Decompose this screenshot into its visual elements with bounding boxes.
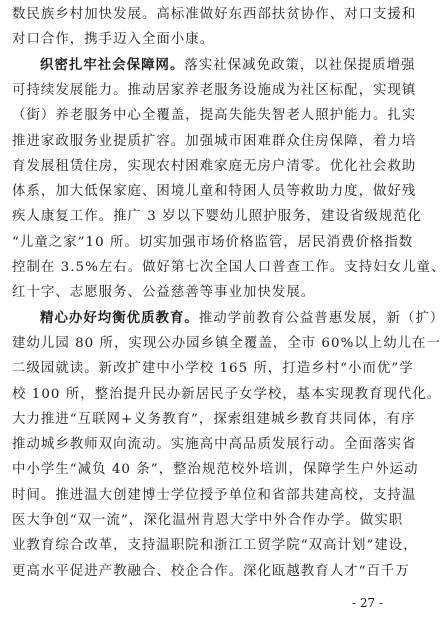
section-heading-line bbox=[40, 57, 414, 75]
line-text: 医大争创“双一流”，深化温州肯恩大学中外合作办学。做实职 bbox=[12, 513, 404, 529]
line-text: 疾人康复工作。推广 3 岁以下婴幼儿照护服务，建设省级规范化 bbox=[12, 209, 423, 225]
line-text: 业教育综合改革，支持温职院和浙江工贸学院“双高计划”建设， bbox=[12, 538, 418, 554]
text-line bbox=[12, 512, 414, 530]
text-line bbox=[12, 411, 414, 429]
text-line bbox=[12, 183, 417, 201]
line-text: 推动学前教育公益普惠发展，新（扩） bbox=[198, 310, 445, 326]
line-text: 可持续发展能力。推动居家养老服务设施成为社区标配，实现镇 bbox=[12, 82, 417, 98]
text-line bbox=[12, 6, 417, 24]
section-heading-education: 精心办好均衡优质教育。 bbox=[40, 310, 199, 326]
text-line bbox=[12, 386, 442, 404]
line-text: 二级园就读。新改扩建中小学校 165 所，打造乡村“小而优”学 bbox=[12, 361, 414, 377]
section-heading-social-security: 织密扎牢社会保障网。 bbox=[40, 57, 185, 73]
text-line bbox=[12, 259, 445, 277]
text-line bbox=[12, 107, 417, 125]
page-number: - 27 - bbox=[352, 596, 384, 610]
line-text: 体系，加大低保家庭、困境儿童和特困人员等救助力度，做好残 bbox=[12, 184, 417, 200]
text-line bbox=[12, 284, 414, 302]
text-line bbox=[12, 335, 441, 353]
text-line bbox=[12, 487, 417, 505]
line-text: 推动城乡教师双向流动。实施高中高品质发展行动。全面落实省 bbox=[12, 437, 417, 453]
line-text: 红十字、志愿服务、公益慈善等事业加快发展。 bbox=[12, 285, 316, 301]
text-line bbox=[12, 360, 414, 378]
line-text: 推进家政服务业提质扩容。加强城市困难群众住房保障，着力培 bbox=[12, 133, 417, 149]
text-line bbox=[12, 158, 417, 176]
line-text: “儿童之家”10 所。切实加强市场价格监管，居民消费价格指数 bbox=[12, 234, 414, 250]
text-line bbox=[12, 31, 414, 49]
text-line bbox=[12, 537, 418, 555]
line-text: 大力推进“互联网+义务教育”，探索组建城乡教育共同体，有序 bbox=[12, 411, 416, 427]
line-text: 育发展租赁住房，实现农村困难家庭无房户清零。优化社会救助 bbox=[12, 158, 417, 174]
text-line bbox=[12, 563, 414, 581]
text-line bbox=[12, 208, 423, 226]
line-text: 数民族乡村加快发展。高标准做好东西部扶贫协作、对口支援和 bbox=[12, 7, 417, 22]
text-line bbox=[12, 234, 414, 252]
line-text: （街）养老服务中心全覆盖，提高失能失智老人照护能力。扎实 bbox=[12, 108, 417, 124]
line-text: 控制在 3.5%左右。做好第七次全国人口普查工作。支持妇女儿童、 bbox=[12, 260, 445, 276]
line-text: 校 100 所，整治提升民办新居民子女学校，基本实现教育现代化。 bbox=[12, 386, 442, 402]
text-line bbox=[12, 82, 417, 100]
line-text: 落实社保减免政策，以社保提质增强 bbox=[184, 57, 416, 73]
text-line bbox=[12, 461, 419, 479]
text-line bbox=[12, 133, 417, 151]
line-text: 对口合作，携手迈入全面小康。 bbox=[12, 32, 215, 48]
line-text: 中小学生“减负 40 条”，整治规范校外培训，保障学生户外运动 bbox=[12, 462, 419, 478]
section-heading-line bbox=[40, 310, 445, 328]
line-text: 时间。推进温大创建博士学位授予单位和省部共建高校，支持温 bbox=[12, 487, 417, 503]
line-text: 更高水平促进产教融合、校企合作。深化瓯越教育人才“百千万 bbox=[12, 563, 410, 579]
line-text: 建幼儿园 80 所，实现公办园乡镇全覆盖，全市 60%以上幼儿在一 bbox=[12, 335, 441, 351]
text-line bbox=[12, 436, 417, 454]
